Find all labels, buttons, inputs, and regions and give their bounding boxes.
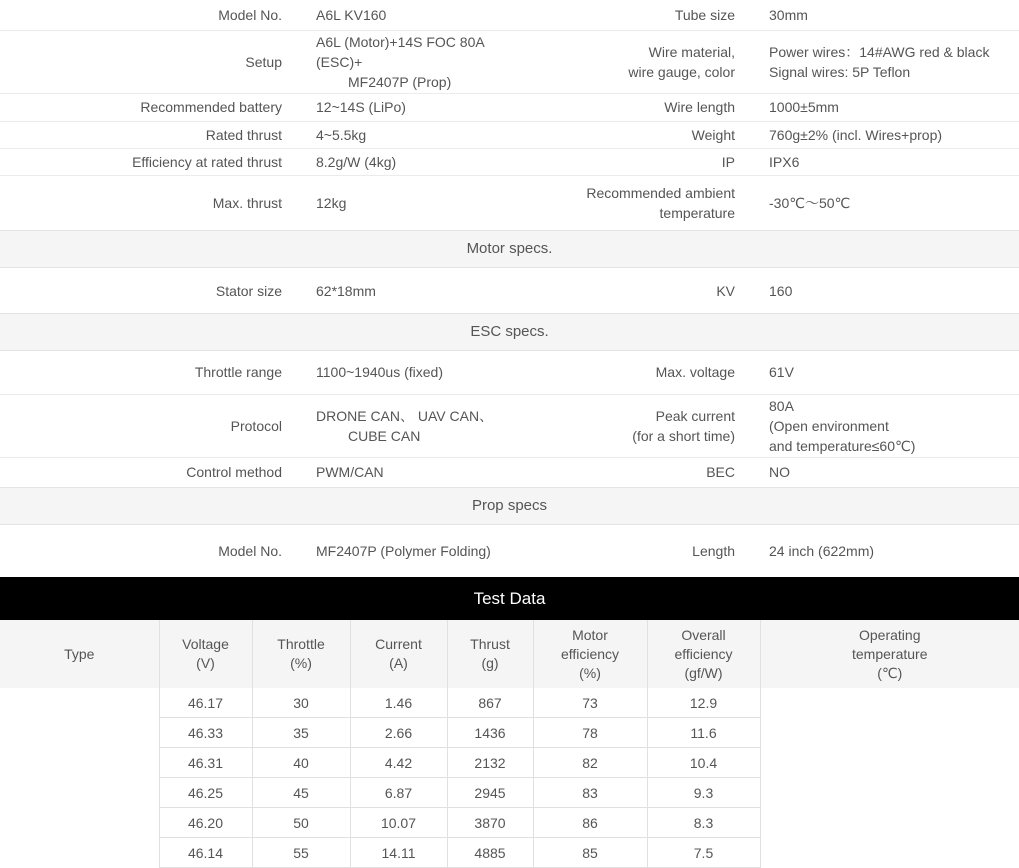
spec-label bbox=[504, 525, 735, 577]
spec-text: 61V bbox=[769, 364, 794, 381]
spec-text: Type bbox=[64, 645, 95, 662]
spec-label: Throttle range bbox=[194, 364, 282, 381]
spec-label bbox=[504, 93, 735, 121]
table-cell: 46.33 bbox=[159, 718, 252, 748]
spec-value bbox=[735, 175, 1019, 230]
spec-text: Wire length bbox=[664, 99, 735, 115]
spec-value bbox=[735, 525, 1019, 577]
spec-text: 8.2g/W (4kg) bbox=[316, 153, 397, 170]
spec-label: Recommended battery bbox=[140, 99, 282, 115]
table-cell: 2.66 bbox=[350, 718, 447, 748]
table-cell: 30 bbox=[252, 688, 350, 718]
table-cell: 2132 bbox=[447, 748, 533, 778]
spec-text: Thrust bbox=[470, 636, 510, 652]
spec-text: Signal wires: 5P Teflon bbox=[769, 63, 911, 80]
spec-value bbox=[282, 351, 504, 394]
spec-text: (for a short time) bbox=[632, 427, 735, 444]
spec-text: Operating bbox=[859, 626, 921, 643]
table-cell: 35 bbox=[252, 718, 350, 748]
table-cell: 4885 bbox=[447, 838, 533, 868]
esc-specs-table bbox=[0, 351, 1019, 487]
spec-row bbox=[0, 30, 1019, 93]
column-header bbox=[533, 620, 647, 688]
spec-text: Overall bbox=[681, 626, 726, 643]
spec-text: 760g±2% (incl. Wires+prop) bbox=[769, 126, 943, 143]
prop-specs-header: Prop specs bbox=[0, 487, 1019, 525]
spec-text: (A) bbox=[389, 655, 408, 671]
table-cell: 14.11 bbox=[350, 838, 447, 868]
column-header bbox=[159, 620, 252, 688]
table-cell: 45 bbox=[252, 778, 350, 808]
table-cell: 1.46 bbox=[350, 688, 447, 718]
spec-text: Throttle bbox=[277, 636, 325, 652]
spec-value bbox=[282, 0, 504, 30]
spec-text: wire gauge, color bbox=[628, 63, 735, 80]
table-cell: 8.3 bbox=[647, 808, 760, 838]
column-header bbox=[447, 620, 533, 688]
table-cell: 50 bbox=[252, 808, 350, 838]
spec-label: Control method bbox=[186, 464, 282, 481]
spec-text: Recommended ambient bbox=[586, 184, 735, 201]
spec-text: MF2407P (Prop) bbox=[348, 73, 452, 90]
test-data-table bbox=[0, 620, 1019, 868]
spec-value bbox=[735, 93, 1019, 121]
table-cell: 9.3 bbox=[647, 778, 760, 808]
table-cell: 12.9 bbox=[647, 688, 760, 718]
table-cell: 2945 bbox=[447, 778, 533, 808]
spec-text: (gf/W) bbox=[684, 664, 723, 681]
spec-value bbox=[282, 457, 504, 487]
table-cell: 10.07 bbox=[350, 808, 447, 838]
column-header bbox=[0, 620, 159, 688]
basic-specs-table bbox=[0, 0, 1019, 230]
type-cell bbox=[0, 688, 159, 868]
spec-row bbox=[0, 121, 1019, 148]
spec-text: (%) bbox=[290, 655, 312, 671]
spec-value bbox=[282, 394, 504, 457]
spec-value bbox=[735, 268, 1019, 313]
spec-label: Protocol bbox=[230, 417, 282, 434]
spec-text: (ESC)+ bbox=[316, 53, 363, 70]
esc-specs-header: ESC specs. bbox=[0, 313, 1019, 351]
spec-text: A6L KV160 bbox=[316, 6, 387, 23]
table-cell: 83 bbox=[533, 778, 647, 808]
spec-text: NO bbox=[769, 464, 790, 481]
spec-text: Tube size bbox=[674, 6, 735, 23]
table-row bbox=[0, 688, 1019, 718]
table-cell: 46.31 bbox=[159, 748, 252, 778]
spec-text: 1100~1940us (fixed) bbox=[316, 364, 443, 381]
temperature-cell bbox=[760, 688, 1019, 868]
spec-text: CUBE CAN bbox=[348, 427, 421, 444]
spec-text: 4~5.5kg bbox=[316, 126, 367, 143]
spec-text: (Open environment bbox=[769, 417, 889, 434]
spec-value bbox=[735, 148, 1019, 175]
column-header bbox=[252, 620, 350, 688]
spec-row bbox=[0, 93, 1019, 121]
table-cell: 46.14 bbox=[159, 838, 252, 868]
spec-text: Max. voltage bbox=[655, 364, 735, 381]
table-cell: 3870 bbox=[447, 808, 533, 838]
spec-text: 1000±5mm bbox=[769, 99, 839, 115]
spec-text: Voltage bbox=[182, 636, 229, 652]
spec-text: and temperature≤60℃) bbox=[769, 437, 916, 454]
spec-row bbox=[0, 148, 1019, 175]
spec-value bbox=[282, 121, 504, 148]
table-cell: 46.20 bbox=[159, 808, 252, 838]
spec-text: 80A bbox=[769, 397, 794, 414]
table-cell: 6.87 bbox=[350, 778, 447, 808]
spec-value bbox=[735, 30, 1019, 93]
prop-specs-table bbox=[0, 525, 1019, 577]
spec-text: Wire material, bbox=[648, 43, 735, 60]
spec-row bbox=[0, 0, 1019, 30]
spec-label: Setup bbox=[245, 53, 282, 70]
spec-text: Motor bbox=[572, 626, 608, 643]
spec-text: 30mm bbox=[769, 6, 808, 23]
spec-label: Model No. bbox=[218, 543, 282, 559]
spec-value bbox=[282, 93, 504, 121]
spec-label: Max. thrust bbox=[212, 194, 282, 211]
spec-text: DRONE CAN、 UAV CAN、 bbox=[316, 407, 494, 424]
motor-specs-header: Motor specs. bbox=[0, 230, 1019, 268]
spec-text: 12~14S (LiPo) bbox=[316, 99, 406, 115]
spec-text: BEC bbox=[706, 464, 735, 481]
spec-text: (g) bbox=[481, 655, 499, 671]
spec-label: Rated thrust bbox=[205, 126, 282, 143]
table-cell: 78 bbox=[533, 718, 647, 748]
table-cell: 11.6 bbox=[647, 718, 760, 748]
spec-text: KV bbox=[716, 282, 735, 299]
table-cell: 46.25 bbox=[159, 778, 252, 808]
spec-label bbox=[504, 351, 735, 394]
spec-text: (V) bbox=[196, 655, 215, 671]
spec-value bbox=[735, 457, 1019, 487]
spec-text: Peak current bbox=[655, 407, 735, 424]
table-cell: 7.5 bbox=[647, 838, 760, 868]
spec-value bbox=[282, 268, 504, 313]
table-cell: 40 bbox=[252, 748, 350, 778]
spec-text: 62*18mm bbox=[316, 282, 376, 299]
column-header bbox=[647, 620, 760, 688]
spec-label bbox=[504, 394, 735, 457]
spec-text: (%) bbox=[579, 664, 601, 681]
spec-row bbox=[0, 394, 1019, 457]
spec-row bbox=[0, 525, 1019, 577]
spec-value bbox=[282, 148, 504, 175]
spec-label bbox=[504, 30, 735, 93]
spec-text: efficiency bbox=[674, 645, 733, 662]
spec-value bbox=[735, 394, 1019, 457]
spec-value bbox=[735, 0, 1019, 30]
spec-text: Weight bbox=[691, 126, 735, 143]
spec-text: temperature bbox=[852, 645, 928, 662]
table-cell: 1436 bbox=[447, 718, 533, 748]
spec-value bbox=[282, 175, 504, 230]
spec-text: temperature bbox=[659, 204, 735, 221]
spec-value bbox=[282, 525, 504, 577]
table-cell: 867 bbox=[447, 688, 533, 718]
spec-text: 12kg bbox=[316, 194, 347, 211]
spec-label bbox=[504, 121, 735, 148]
column-header bbox=[760, 620, 1019, 688]
motor-specs-table bbox=[0, 268, 1019, 313]
table-cell: 82 bbox=[533, 748, 647, 778]
spec-text: 24 inch (622mm) bbox=[769, 543, 875, 559]
table-cell: 10.4 bbox=[647, 748, 760, 778]
spec-text: Power wires：14#AWG red & black bbox=[769, 43, 990, 60]
spec-label: Model No. bbox=[218, 6, 282, 23]
spec-text: A6L (Motor)+14S FOC 80A bbox=[316, 33, 485, 50]
spec-value bbox=[735, 351, 1019, 394]
spec-text: PWM/CAN bbox=[316, 464, 384, 481]
spec-label bbox=[504, 175, 735, 230]
spec-text: IP bbox=[721, 153, 735, 170]
spec-label bbox=[504, 457, 735, 487]
table-cell: 85 bbox=[533, 838, 647, 868]
spec-label bbox=[504, 148, 735, 175]
spec-row bbox=[0, 457, 1019, 487]
spec-value bbox=[282, 30, 504, 93]
spec-text: (℃) bbox=[877, 664, 903, 681]
spec-text: Length bbox=[692, 543, 735, 559]
table-cell: 46.17 bbox=[159, 688, 252, 718]
column-header bbox=[350, 620, 447, 688]
spec-label: Efficiency at rated thrust bbox=[132, 153, 282, 170]
spec-row bbox=[0, 351, 1019, 394]
spec-label bbox=[504, 268, 735, 313]
spec-text: 160 bbox=[769, 282, 793, 299]
table-cell: 4.42 bbox=[350, 748, 447, 778]
table-cell: 86 bbox=[533, 808, 647, 838]
spec-row bbox=[0, 268, 1019, 313]
test-data-title: Test Data bbox=[0, 577, 1019, 620]
spec-text: -30℃～50℃ bbox=[769, 194, 851, 211]
spec-row bbox=[0, 175, 1019, 230]
spec-text: efficiency bbox=[560, 645, 620, 662]
spec-value bbox=[735, 121, 1019, 148]
spec-label bbox=[504, 0, 735, 30]
spec-text: Current bbox=[375, 636, 422, 652]
spec-text: IPX6 bbox=[769, 153, 800, 170]
table-cell: 73 bbox=[533, 688, 647, 718]
spec-text: MF2407P (Polymer Folding) bbox=[316, 543, 491, 559]
spec-label: Stator size bbox=[215, 282, 282, 299]
table-cell: 55 bbox=[252, 838, 350, 868]
